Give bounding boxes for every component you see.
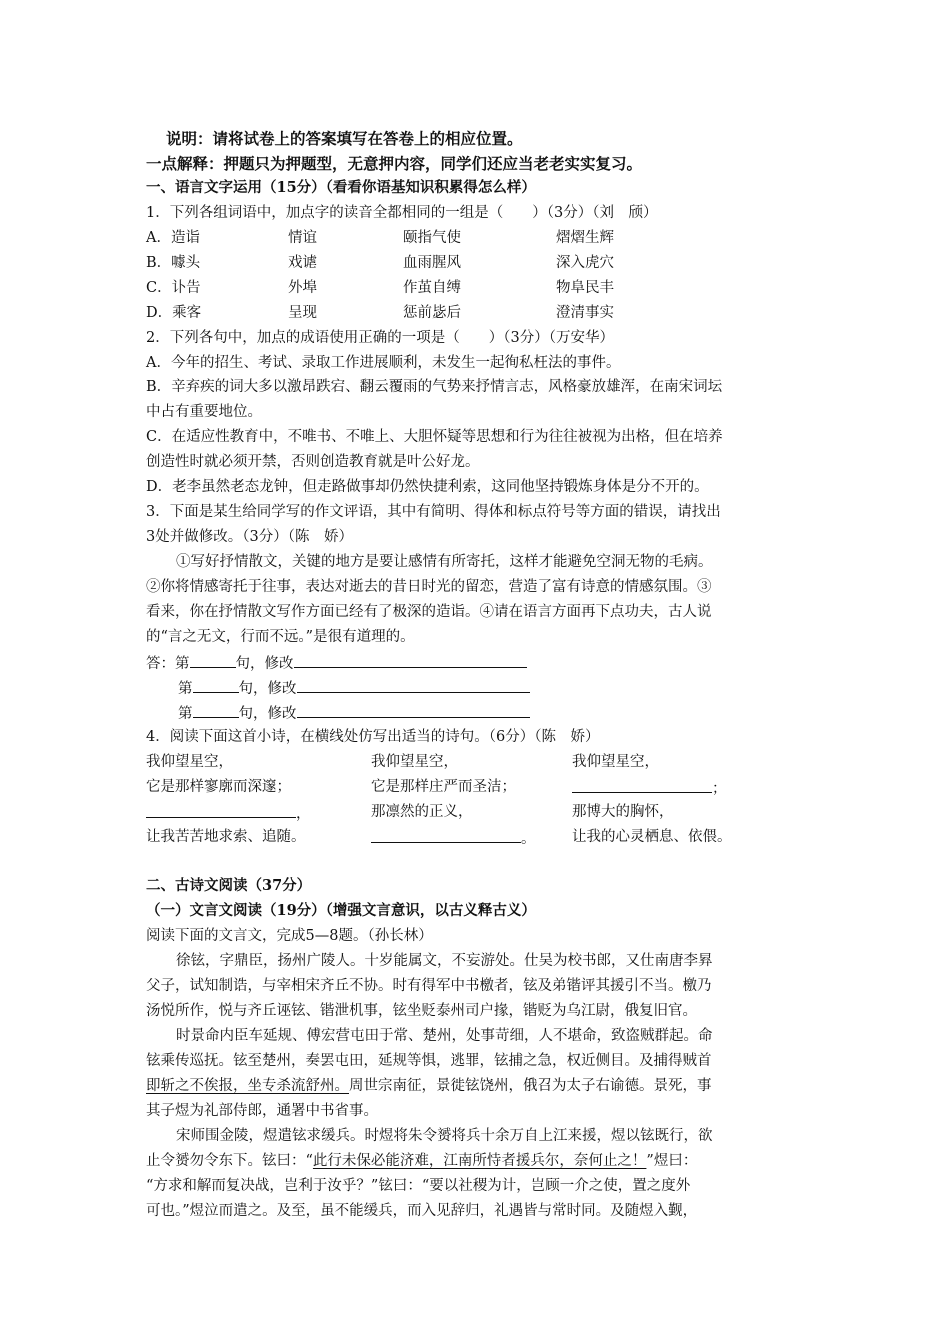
answer-di: 第 xyxy=(178,681,193,697)
question-3-passage-line-2: ②你将情感寄托于往事，表达对逝去的昔日时光的留恋，营造了富有诗意的情感氛围。③ xyxy=(146,579,712,595)
poem-col3-line4: 让我的心灵栖息、依偎。 xyxy=(572,829,732,845)
question-2-stem: 2．下列各句中，加点的成语使用正确的一项是（ ）（3分）（万安华） xyxy=(146,330,614,346)
question-2-option-b-line-1: B．辛弃疾的词大多以激昂跌宕、翻云覆雨的气势来抒情言志，风格豪放雄浑，在南宋词坛 xyxy=(146,379,723,395)
option-a-word-3: 颐指气使 xyxy=(403,230,461,246)
option-c-word-2: 外埠 xyxy=(288,280,317,296)
question-2-option-c-line-1: C．在适应性教育中，不唯书、不唯上、大胆怀疑等思想和行为往往被视为出格，但在培养 xyxy=(146,429,723,445)
poem-col2-line4 xyxy=(371,828,536,848)
poem-punct-1: ， xyxy=(296,806,311,822)
answer-di: 第 xyxy=(175,656,190,672)
passage-line-1: 徐铉，字鼎臣，扬州广陵人。十岁能属文，不妄游处。仕吴为校书郎，又仕南唐李昪 xyxy=(176,953,713,969)
option-d-word-1: D．乘客 xyxy=(146,305,202,321)
passage-line-2: 父子，试知制诰，与宰相宋齐丘不协。时有得军中书檄者，铉及弟锴评其援引不当。檄乃 xyxy=(146,978,712,994)
passage-line-4: 时景命内臣车延规、傅宏营屯田于常、楚州，处事苛细，人不堪命，致盗贼群起。命 xyxy=(176,1028,713,1044)
passage-line-11: 可也。”煜泣而遣之。及至，虽不能缓兵，而入见辞归，礼遇皆与常时同。及随煜入觐， xyxy=(146,1203,698,1219)
poem-punct-2: 。 xyxy=(521,831,536,847)
answer-row-1 xyxy=(146,653,527,673)
answer-revision-blank-1[interactable] xyxy=(294,653,527,668)
answer-ju: 句，修改 xyxy=(238,681,297,697)
question-1-stem: 1．下列各组词语中，加点字的读音全都相同的一组是（ ）（3分）（刘 颀） xyxy=(146,205,658,221)
disclaimer-note: 一点解释：押题只为押题型，无意押内容，同学们还应当老老实实复习。 xyxy=(146,154,643,173)
option-a-word-4: 熠熠生辉 xyxy=(556,230,614,246)
question-2-option-a: A．今年的招生、考试、录取工作进展顺利，未发生一起徇私枉法的事件。 xyxy=(146,355,621,371)
question-4-stem: 4．阅读下面这首小诗，在横线处仿写出适当的诗句。（6分）（陈 娇） xyxy=(146,729,600,745)
question-3-passage-line-3: 看来，你在抒情散文写作方面已经有了极深的造诣。④请在语言方面再下点功夫，古人说 xyxy=(146,604,712,620)
answer-ju: 句，修改 xyxy=(235,656,294,672)
poem-col3-line1: 我仰望星空， xyxy=(572,754,659,770)
question-2-option-b-line-2: 中占有重要地位。 xyxy=(146,404,262,420)
poem-col1-line3 xyxy=(146,803,311,823)
passage-line-9-start: 止令赟勿令东下。铉曰：“ xyxy=(146,1153,313,1169)
question-3-passage-line-1: ①写好抒情散文，关键的地方是要让感情有所寄托，这样才能避免空洞无物的毛病。 xyxy=(176,554,713,570)
section-2-title: 二、古诗文阅读（37分） xyxy=(146,877,312,894)
poem-blank-3[interactable] xyxy=(572,778,712,793)
option-c-word-1: C．讣告 xyxy=(146,280,201,296)
poem-col1-line4: 让我苦苦地求索、追随。 xyxy=(146,829,306,845)
answer-di: 第 xyxy=(178,706,193,722)
passage-line-6-rest: 周世宗南征，景徙铉饶州，俄召为太子右谕德。景死，事 xyxy=(349,1078,712,1094)
option-b-word-4: 深入虎穴 xyxy=(556,255,614,271)
passage-line-9-end: ”煜曰： xyxy=(646,1153,698,1169)
section-2-subtitle: （一）文言文阅读（19分）（增强文言意识，以古义释古义） xyxy=(146,902,536,919)
answer-sentence-blank-2[interactable] xyxy=(193,678,239,693)
question-3-stem-line-1: 3．下面是某生给同学写的作文评语，其中有简明、得体和标点符号等方面的错误，请找出 xyxy=(146,504,721,520)
option-c-word-3: 作茧自缚 xyxy=(403,280,461,296)
passage-line-9 xyxy=(146,1152,697,1170)
option-d-word-3: 惩前毖后 xyxy=(403,305,461,321)
question-2-option-c-line-2: 创造性时就必须开禁，否则创造教育就是叶公好龙。 xyxy=(146,454,480,470)
answer-revision-blank-2[interactable] xyxy=(297,678,530,693)
reading-intro: 阅读下面的文言文，完成5—8题。（孙长林） xyxy=(146,928,433,944)
answer-revision-blank-3[interactable] xyxy=(297,703,530,718)
passage-line-7: 其子煜为礼部侍郎，通署中书省事。 xyxy=(146,1103,378,1119)
answer-label: 答： xyxy=(146,656,175,672)
passage-line-3: 汤悦所作，悦与齐丘诬铉、锴泄机事，铉坐贬泰州司户掾，锴贬为乌江尉，俄复旧官。 xyxy=(146,1003,697,1019)
option-b-word-3: 血雨腥风 xyxy=(403,255,461,271)
option-a-word-2: 情谊 xyxy=(288,230,317,246)
poem-punct-3: ； xyxy=(712,781,727,797)
poem-col2-line1: 我仰望星空， xyxy=(371,754,458,770)
passage-line-8: 宋师围金陵，煜遣铉求缓兵。时煜将朱令赟将兵十余万自上江来援，煜以铉既行，欲 xyxy=(176,1128,713,1144)
answer-row-2 xyxy=(178,678,530,698)
answer-sentence-blank-1[interactable] xyxy=(190,653,236,668)
poem-col1-line1: 我仰望星空， xyxy=(146,754,233,770)
answer-sentence-blank-3[interactable] xyxy=(193,703,239,718)
poem-col3-line2 xyxy=(572,778,727,798)
poem-blank-1[interactable] xyxy=(146,803,296,818)
poem-col2-line2: 它是那样庄严而圣洁； xyxy=(371,779,516,795)
option-b-word-1: B．噱头 xyxy=(146,255,201,271)
poem-blank-2[interactable] xyxy=(371,828,521,843)
poem-col2-line3: 那凛然的正义， xyxy=(371,804,473,820)
option-c-word-4: 物阜民丰 xyxy=(556,280,614,296)
question-3-stem-line-2: 3处并做修改。（3分）（陈 娇） xyxy=(146,529,353,545)
poem-col3-line3: 那博大的胸怀， xyxy=(572,804,674,820)
section-1-title: 一、语言文字运用（15分）（看看你语基知识积累得怎么样） xyxy=(146,179,536,196)
poem-col1-line2: 它是那样寥廓而深邃； xyxy=(146,779,291,795)
option-d-word-2: 呈现 xyxy=(288,305,317,321)
question-3-passage-line-4: 的“言之无文，行而不远。”是很有道理的。 xyxy=(146,629,415,645)
passage-line-6 xyxy=(146,1077,712,1095)
passage-line-10: “方求和解而复决战，岂利于汝乎？”铉曰：“要以社稷为计，岂顾一介之使，置之度外 xyxy=(146,1178,691,1194)
underlined-sentence-1: 即斩之不俟报，坐专杀流舒州。 xyxy=(146,1078,349,1094)
underlined-sentence-2: 此行未保必能济难，江南所恃者援兵尔，奈何止之！ xyxy=(312,1153,647,1169)
answer-row-3 xyxy=(178,703,530,723)
question-2-option-d: D．老李虽然老态龙钟，但走路做事却仍然快捷利索，这同他坚持锻炼身体是分不开的。 xyxy=(146,479,709,495)
passage-line-5: 铉乘传巡抚。铉至楚州，奏罢屯田，延规等惧，逃罪，铉捕之急，权近侧目。及捕得贼首 xyxy=(146,1053,712,1069)
option-a-word-1: A．造诣 xyxy=(146,230,200,246)
instruction-note: 说明：请将试卷上的答案填写在答卷上的相应位置。 xyxy=(166,129,523,148)
answer-ju: 句，修改 xyxy=(238,706,297,722)
option-b-word-2: 戏谑 xyxy=(288,255,317,271)
option-d-word-4: 澄清事实 xyxy=(556,305,614,321)
